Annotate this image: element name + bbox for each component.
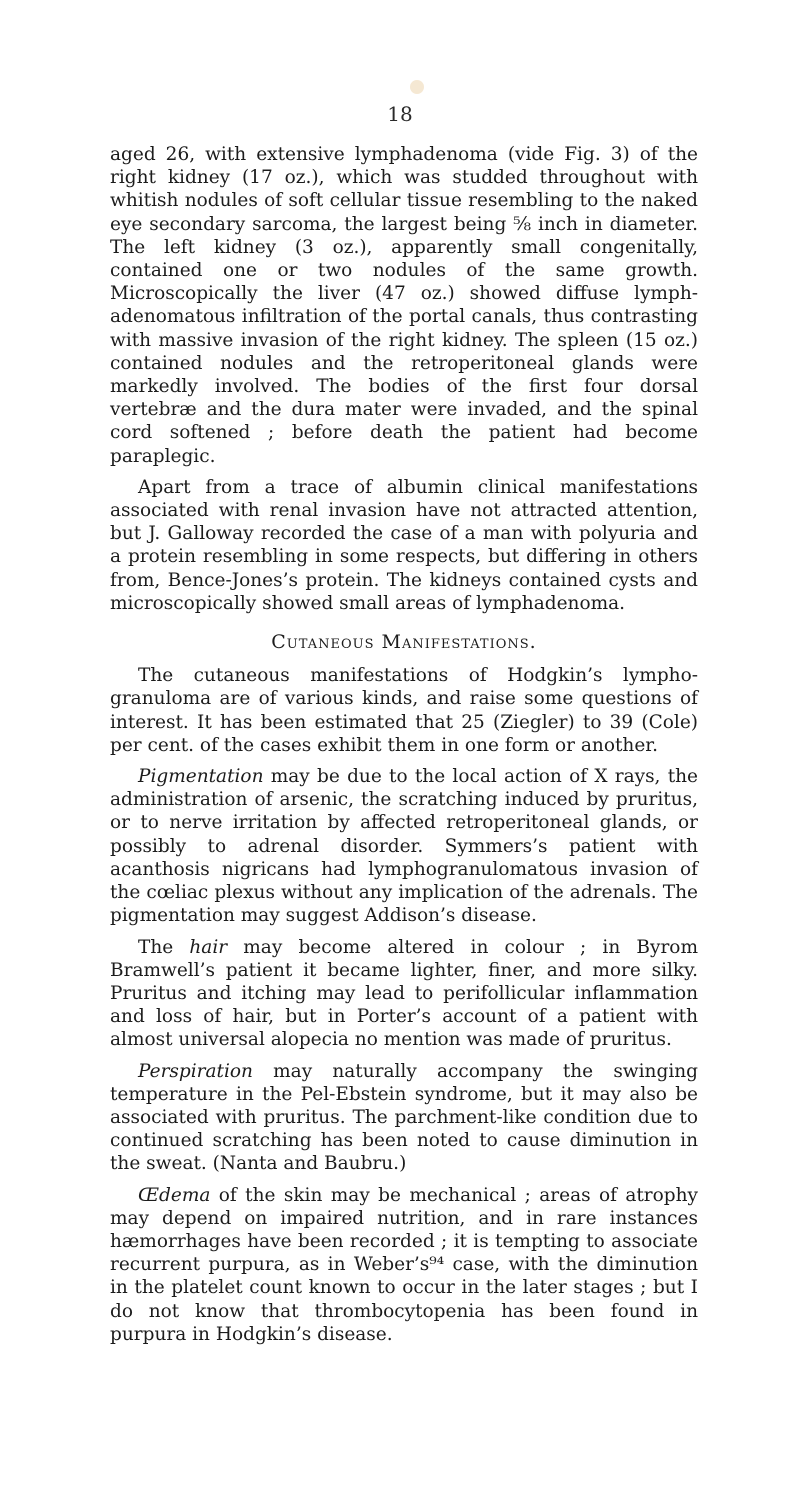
term-oedema: Œdema <box>138 1184 211 1206</box>
pigmentation-text: may be due to the local action of X rays, the administration of arsenic, the scratching induced by pruritus, or to nerve irritation by affected retroperitoneal glands, or possibly to adrenal disorder. Symmers’s patient with acanthosis nigricans had lymphogranulomatous invasion of the cœliac plexus without any implication of the adrenals. The pigmentation may suggest Addison’s disease. <box>110 766 698 927</box>
paragraph-oedema <box>110 1184 698 1346</box>
term-pigmentation: Pigmentation <box>138 766 264 788</box>
term-perspiration: Perspiration <box>138 1060 253 1082</box>
scan-stain-mark <box>410 80 424 94</box>
paragraph-hair <box>110 936 698 1052</box>
paragraph-perspiration <box>110 1060 698 1176</box>
paragraph-renal-manifestations: Apart from a trace of albumin clinical manifestations associated with renal invasion have not attracted attention, but J. Galloway recorded the case of a man with polyuria and a protein resembling in some respects, but differing in others from, Bence-Jones’s protein. The kidneys contained cysts and microscopically showed small areas of lymphadenoma. <box>110 476 698 614</box>
term-hair: hair <box>189 936 228 958</box>
paragraph-pigmentation <box>110 765 698 927</box>
page-number: 18 <box>387 102 413 126</box>
section-heading-cutaneous: Cutaneous Manifestations. <box>271 631 537 654</box>
hair-text-start: The <box>138 936 190 958</box>
body-text <box>110 143 698 1346</box>
oedema-text: of the skin may be mechanical ; areas of atrophy may depend on impaired nutrition, and in rare instances hæmorrhages have been recorded ; it is tempting to associate recurrent purpura, as in Weber’s⁹⁴ case, with the diminution in the platelet count known to occur in the later stages ; but I do not know that thrombocytopenia has been found in purpura in Hodgkin’s disease. <box>110 1184 698 1345</box>
perspiration-text: may naturally accompany the swinging temperature in the Pel-Ebstein syndrome, but it may also be associated with pruritus. The parchment-like condition due to continued scratching has been noted to cause diminution in the sweat. (Nanta and Baubru.) <box>110 1060 698 1175</box>
paragraph-kidney-case: aged 26, with extensive lymphadenoma (vide Fig. 3) of the right kidney (17 oz.), which was studded throughout with whitish nodules of soft cellular tissue resembling to the naked eye secondary sarcoma, the largest being ⅝ inch in diameter. The left kidney (3 oz.), apparently small congenitally, contained one or two nodules of the same growth. Microscopically the liver (47 oz.) showed diffuse lymphadenomatous infiltration of the portal canals, thus contrasting with massive invasion of the right kidney. The spleen (15 oz.) contained nodules and the retroperitoneal glands were markedly involved. The bodies of the first four dorsal vertebræ and the dura mater were invaded, and the spinal cord softened ; before death the patient had become paraplegic. <box>110 144 698 467</box>
paragraph-cutaneous-intro: The cutaneous manifestations of Hodgkin’s lymphogranuloma are of various kinds, and raise some questions of interest. It has been estimated that 25 (Ziegler) to 39 (Cole) per cent. of the cases exhibit them in one form or another. <box>110 665 698 756</box>
hair-text: may become altered in colour ; in Byrom Bramwell’s patient it became lighter, finer, and more silky. Pruritus and itching may lead to perifollicular inflammation and loss of hair, but in Porter’s account of a patient with almost universal alopecia no mention was made of pruritus. <box>110 936 698 1051</box>
